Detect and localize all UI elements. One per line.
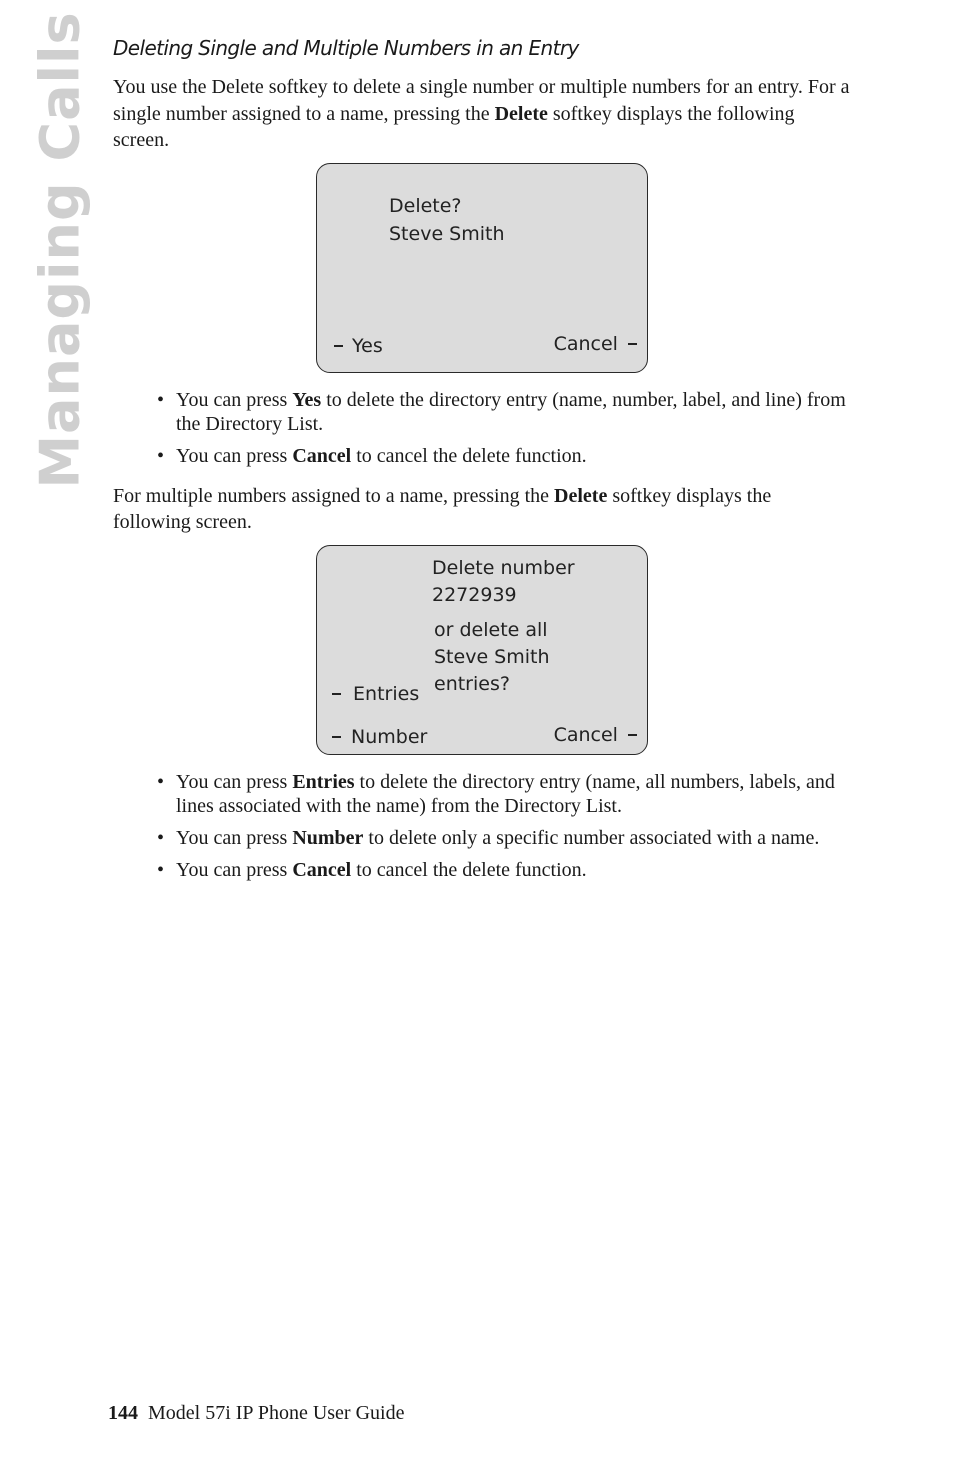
screen-line: entries? — [434, 672, 510, 695]
screen-line: Delete? — [389, 194, 462, 217]
screen-line: Steve Smith — [434, 645, 550, 668]
softkey-dash-icon — [628, 343, 637, 345]
side-tab-label: Managing Calls — [28, 11, 92, 489]
yes-softkey[interactable]: Yes — [334, 335, 383, 357]
side-tab — [28, 11, 92, 489]
section-heading: Deleting Single and Multiple Numbers in an Entry — [113, 36, 579, 60]
multiple-paragraph: For multiple numbers assigned to a name, pressing the Delete softkey displays the following screen. — [113, 484, 772, 533]
softkey-dash-icon — [332, 736, 341, 738]
list-item: • You can press Entries to delete the directory entry (name, all numbers, labels, and lines associated with the name) from the Directory List. — [157, 770, 835, 817]
bullet-list-multiple — [113, 770, 853, 882]
screen-line: 2272939 — [432, 583, 517, 606]
cancel-softkey[interactable]: Cancel — [554, 333, 637, 355]
list-item: • You can press Cancel to cancel the delete function. — [157, 444, 587, 467]
list-item: • You can press Number to delete only a specific number associated with a name. — [157, 826, 820, 849]
guide-title: Model 57i IP Phone User Guide — [148, 1402, 405, 1424]
intro-paragraph: You use the Delete softkey to delete a single number or multiple numbers for an entry. For a single number assigned to a name, pressing the Delete softkey displays the following screen. — [113, 76, 850, 151]
list-item: • You can press Cancel to cancel the delete function. — [157, 858, 587, 881]
cancel-softkey[interactable]: Cancel — [554, 724, 637, 746]
phone-screen-multiple — [316, 545, 648, 755]
list-item: • You can press Yes to delete the directory entry (name, number, label, and line) from the Directory List. — [157, 388, 846, 435]
phone-screen-single — [316, 163, 648, 373]
screen-line: Steve Smith — [389, 222, 505, 245]
page-number: 144 — [108, 1402, 138, 1424]
screen-line: Delete number — [432, 556, 575, 579]
page-footer — [108, 1402, 404, 1425]
bullet-list-single — [113, 388, 853, 468]
softkey-dash-icon — [628, 734, 637, 736]
number-softkey[interactable]: Number — [332, 726, 427, 748]
softkey-dash-icon — [332, 693, 341, 695]
softkey-dash-icon — [334, 345, 343, 347]
screen-line: or delete all — [434, 618, 548, 641]
entries-softkey[interactable]: Entries — [332, 683, 419, 705]
page-content — [113, 36, 853, 890]
